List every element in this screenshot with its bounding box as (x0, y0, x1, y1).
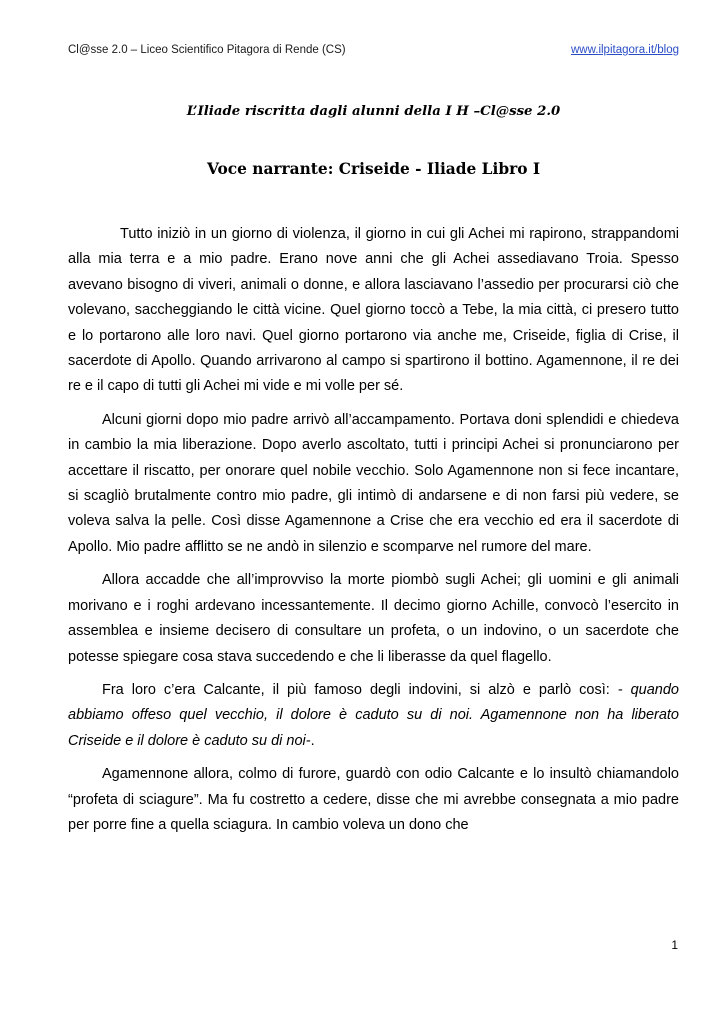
document-subtitle: Voce narrante: Criseide - Iliade Libro I (206, 160, 541, 178)
paragraph-4 (68, 678, 679, 754)
header-blog-link[interactable]: www.ilpitagora.it/blog (570, 44, 679, 56)
paragraph-1: Tutto iniziò in un giorno di violenza, il giorno in cui gli Achei mi rapirono, strappandomi alla mia terra e a mio padre. Erano nove anni che gli Achei assediavano Troia. Spesso avevano bisogno di viveri, animali o donne, e allora lasciavano l’assedio per procurarsi ciò che volevano, saccheggiando le città vicine. Quel giorno toccò a Tebe, la mia città, ci presero tutto e lo portarono alle loro navi. Quel giorno portarono via anche me, Criseide, figlia di Crise, il sacerdote di Apollo. Quando arrivarono al campo si spartirono il bottino. Agamennone, il re dei re e il capo di tutti gli Achei mi vide e mi volle per sé. (68, 226, 679, 395)
document-title: L’Iliade riscritta dagli alunni della I H –Cl@sse 2.0 (186, 104, 561, 119)
document-body (68, 222, 679, 846)
paragraph-2: Alcuni giorni dopo mio padre arrivò all’accampamento. Portava doni splendidi e chiedeva in cambio la mia liberazione. Dopo averlo ascoltato, tutti i principi Achei si pronunciarono per accettare il riscatto, per onorare quel nobile vecchio. Solo Agamennone non si fece incantare, si scagliò brutalmente contro mio padre, gli intimò di andarsene e di non farsi più vedere, se voleva salva la pelle. Così disse Agamennone a Crise che era vecchio ed era il sacerdote di Apollo. Mio padre afflitto se ne andò in silenzio e scomparve nel rumore del mare. (68, 411, 679, 555)
paragraph-5: Agamennone allora, colmo di furore, guardò con odio Calcante e lo insultò chiamandolo “profeta di sciagure”. Ma fu costretto a cedere, disse che mi avrebbe consegnata a mio padre per porre fine a quella sciagura. In cambio voleva un dono che (68, 766, 679, 833)
header-school-name: Cl@sse 2.0 – Liceo Scientifico Pitagora di Rende (CS) (68, 44, 346, 56)
paragraph-4-intro: Fra loro c’era Calcante, il più famoso degli indovini, si alzò e parlò così: (102, 681, 618, 698)
page-number: 1 (671, 938, 678, 952)
calcante-quote: - quando abbiamo offeso quel vecchio, il dolore è caduto su di noi. Agamennone non ha liberato Criseide e il dolore è caduto su di noi- (68, 681, 679, 749)
page-header (68, 44, 679, 64)
paragraph-3: Allora accadde che all’improvviso la morte piombò sugli Achei; gli uomini e gli animali morivano e i roghi ardevano incessantemente. Il decimo giorno Achille, convocò l’esercito in assemblea e insieme decisero di consultare un profeta, o un indovino, o un sacerdote che potesse spiegare cosa stava succedendo e che li liberasse da quel flagello. (68, 572, 679, 665)
paragraph-4-end: . (310, 732, 315, 749)
